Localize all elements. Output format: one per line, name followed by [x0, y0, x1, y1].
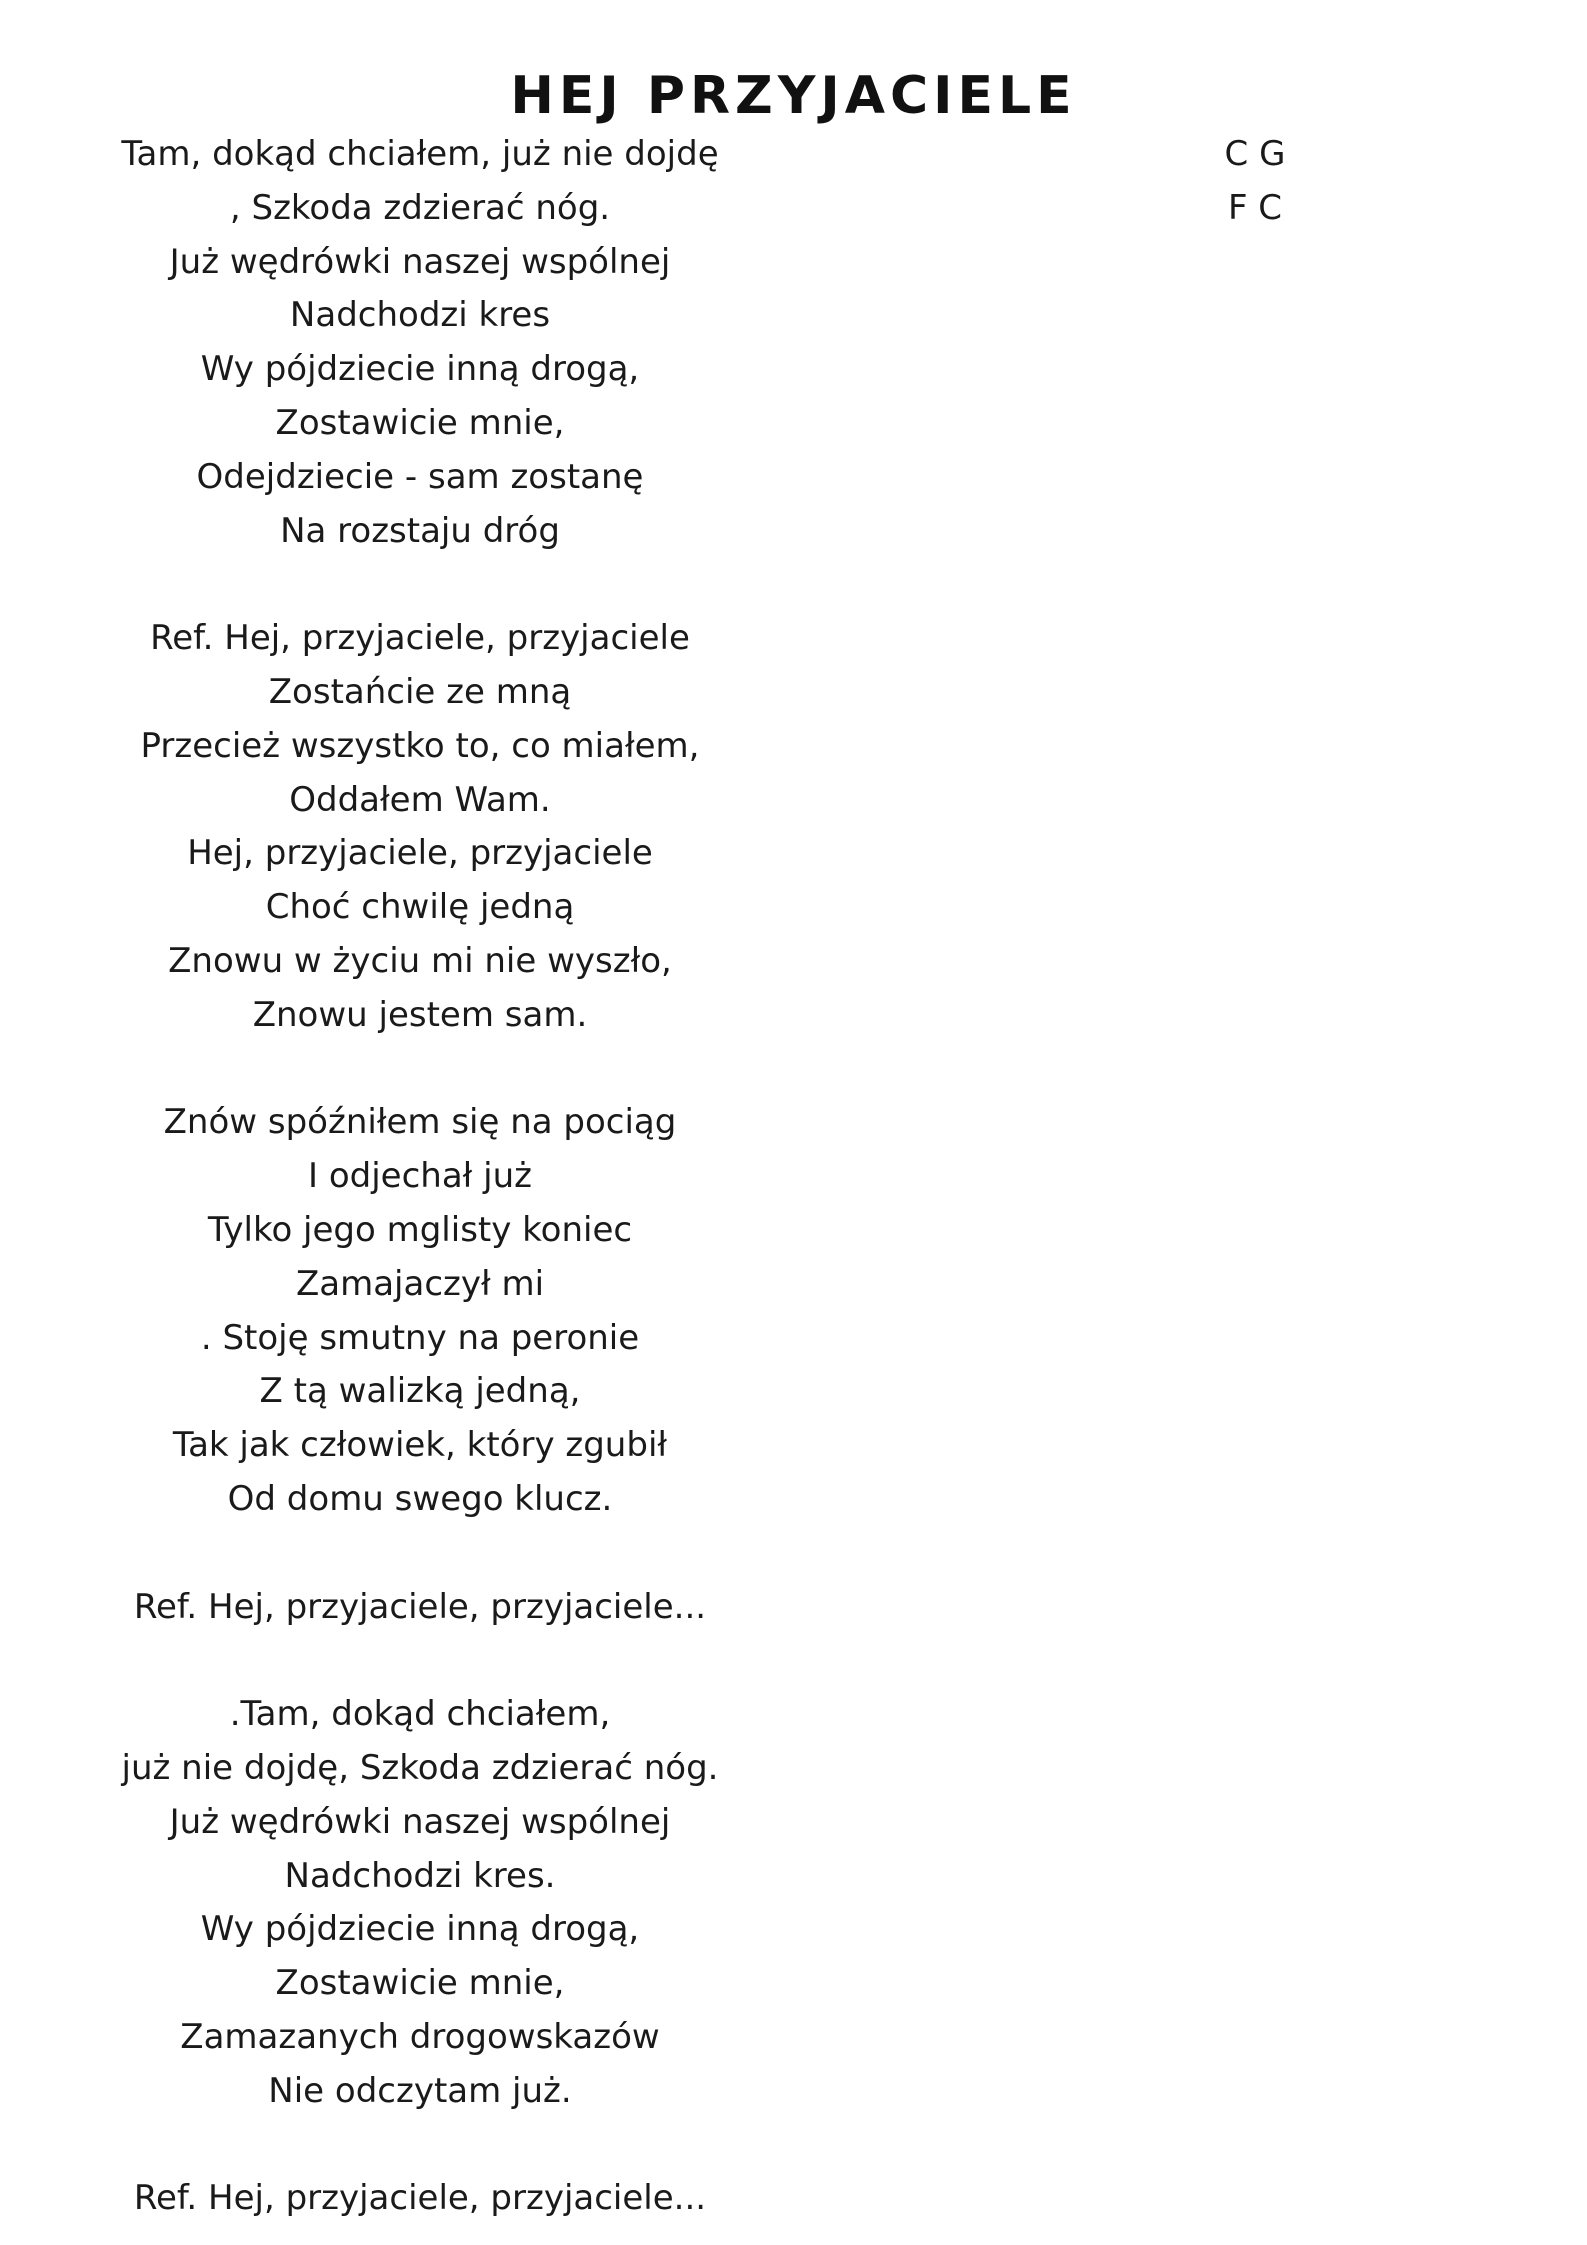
- blank-line: [95, 2118, 745, 2172]
- lyric-line: Przecież wszystko to, co miałem,: [140, 725, 700, 766]
- lyric-line: , Szkoda zdzierać nóg.: [229, 187, 611, 228]
- chord-line: F C: [1227, 187, 1283, 228]
- lyric-line: .Tam, dokąd chciałem,: [229, 1694, 611, 1735]
- blank-line: [95, 558, 745, 612]
- lyric-line: Zamajaczył mi: [295, 1263, 545, 1304]
- lyric-line: Ref. Hej, przyjaciele, przyjaciele...: [133, 1586, 707, 1627]
- lyric-line: już nie dojdę, Szkoda zdzierać nóg.: [121, 1747, 719, 1788]
- lyric-line: Zostawicie mnie,: [275, 1963, 565, 2004]
- lyric-line: Nie odczytam już.: [268, 2070, 572, 2111]
- lyric-line: Już wędrówki naszej wspólnej: [169, 241, 671, 282]
- lyric-line: Oddałem Wam.: [289, 779, 551, 820]
- lyric-line: Zostańcie ze mną: [268, 671, 572, 712]
- lyric-line: Zamazanych drogowskazów: [180, 2016, 660, 2057]
- lyric-line: Na rozstaju dróg: [280, 510, 560, 551]
- lyric-line: Tam, dokąd chciałem, już nie dojdę: [121, 134, 719, 174]
- lyric-line: Wy pójdziecie inną drogą,: [200, 1909, 640, 1950]
- lyric-line: Ref. Hej, przyjaciele, przyjaciele: [150, 618, 690, 659]
- lyric-line: Ref. Hej, przyjaciele, przyjaciele...: [133, 2178, 707, 2219]
- lyric-line: Odejdziecie - sam zostanę: [196, 456, 644, 497]
- chord-line: C G: [1224, 134, 1286, 174]
- blank-line: [95, 1527, 745, 1581]
- lyric-line: Tak jak człowiek, który zgubił: [172, 1425, 668, 1466]
- lyric-line: Zostawicie mnie,: [275, 402, 565, 443]
- lyric-line: Znowu jestem sam.: [252, 994, 588, 1035]
- blank-line: [95, 1043, 745, 1097]
- blank-line: [95, 1634, 745, 1688]
- lyric-line: I odjechał już: [308, 1156, 532, 1197]
- lyrics-column: [95, 128, 745, 2226]
- lyric-line: Znów spóźniłem się na pociąg: [163, 1102, 677, 1143]
- lyric-line: Nadchodzi kres: [289, 295, 551, 336]
- lyric-line: Tylko jego mglisty koniec: [207, 1209, 633, 1250]
- song-title: HEJ PRZYJACIELE: [510, 66, 1077, 126]
- lyric-line: Już wędrówki naszej wspólnej: [169, 1801, 671, 1842]
- lyric-line: Hej, przyjaciele, przyjaciele: [187, 833, 653, 874]
- lyric-line: Z tą walizką jedną,: [259, 1371, 581, 1412]
- lyric-line: Nadchodzi kres.: [284, 1855, 556, 1896]
- lyric-line: Choć chwilę jedną: [265, 887, 575, 928]
- chords-column: [1180, 128, 1330, 236]
- lyric-line: . Stoję smutny na peronie: [200, 1317, 640, 1358]
- lyric-line: Wy pójdziecie inną drogą,: [200, 349, 640, 390]
- lyric-line: Znowu w życiu mi nie wyszło,: [168, 940, 672, 981]
- lyric-line: Od domu swego klucz.: [227, 1478, 613, 1519]
